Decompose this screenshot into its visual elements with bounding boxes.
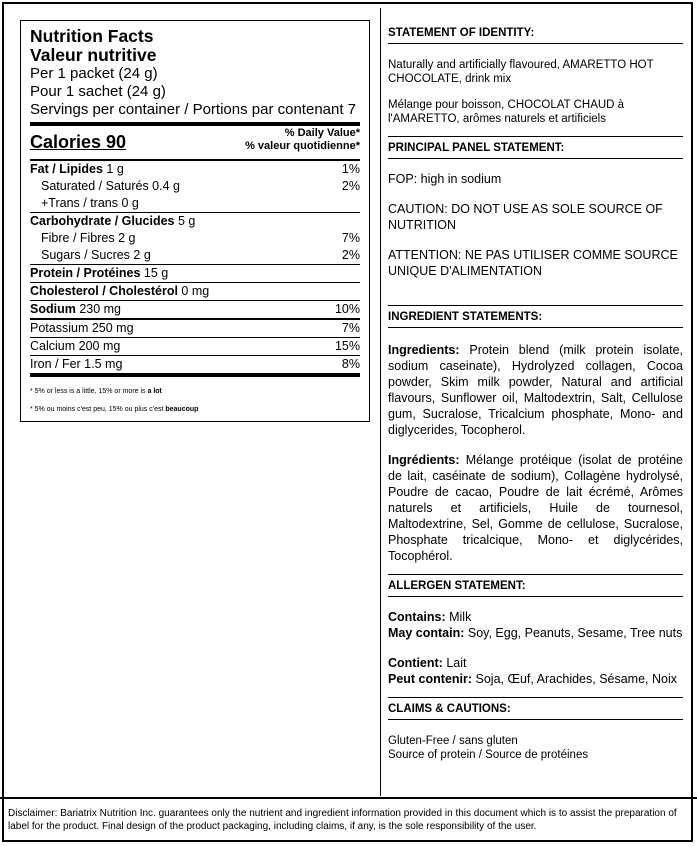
nutrient-row bbox=[30, 301, 360, 318]
nutrition-title-en: Nutrition Facts bbox=[30, 26, 154, 46]
nutrient-daily-value: 10% bbox=[334, 302, 360, 316]
nutrient-label: Carbohydrate / Glucides 5 g bbox=[30, 214, 196, 228]
calories-row bbox=[30, 126, 360, 159]
nutrient-row bbox=[30, 213, 360, 230]
nutrient-row bbox=[30, 161, 360, 178]
nutrient-label: Sodium 230 mg bbox=[30, 302, 122, 316]
column-divider bbox=[380, 8, 381, 796]
nutrient-label: +Trans / trans 0 g bbox=[41, 196, 139, 210]
may-contain-en: May contain: Soy, Egg, Peanuts, Sesame, Tree nuts bbox=[388, 626, 683, 640]
caution-statement: CAUTION: DO NOT USE AS SOLE SOURCE OF NUTRITION bbox=[388, 202, 663, 232]
serving-size-fr: Pour 1 sachet (24 g) bbox=[30, 83, 166, 100]
footnote-en: * 5% or less is a little, 15% or more is a lot bbox=[30, 388, 162, 395]
nutrition-title-fr: Valeur nutritive bbox=[30, 45, 157, 65]
contains-en: Contains: Milk bbox=[388, 610, 472, 624]
nutrient-row bbox=[30, 265, 360, 282]
nutrient-row bbox=[30, 320, 360, 337]
nutrition-facts-table bbox=[20, 20, 370, 422]
ingredients-fr: Ingrédients: Mélange protéique (isolat de protéine de lait, caséinate de sodium), Collagène hydrolysé, Poudre de cacao, Poudre de lait écrémé, Arômes naturels et artificiels, Huile de tournesol, Maltodextrine, Sel, Gomme de cellulose, Sucralose, Phosphate tricalcique, Mono- et diglycérides, Tocophérol. bbox=[388, 453, 683, 563]
nutrient-label: Potassium 250 mg bbox=[30, 321, 134, 335]
nutrient-label: Fat / Lipides 1 g bbox=[30, 162, 124, 176]
claims-heading: CLAIMS & CAUTIONS: bbox=[388, 697, 683, 720]
nutrient-row bbox=[30, 356, 360, 373]
nutrient-row bbox=[30, 195, 360, 212]
ingredients-en: Ingredients: Protein blend (milk protein isolate, sodium caseinate), Hydrolyzed collagen, Cocoa powder, Skim milk powder, Natural and artificial flavours, Sunflower oil, Maltodextrin, Salt, Cellulose gum, Sucralose, Tricalcium phosphate, Mono- and diglycerides, Tocopherol. bbox=[388, 343, 683, 437]
nutrient-label: Protein / Protéines 15 g bbox=[30, 266, 169, 280]
nutrient-daily-value: 2% bbox=[341, 248, 360, 262]
disclaimer: Disclaimer: Bariatrix Nutrition Inc. guarantees only the nutrient and ingredient information provided in this document which is to assist the preparation of label for the product. Final design of the product packaging, including claims, if any, is the sole responsibility of the user. bbox=[8, 808, 677, 832]
nutrient-label: Cholesterol / Cholestérol 0 mg bbox=[30, 284, 210, 298]
nutrient-row bbox=[30, 247, 360, 264]
allergen-heading: ALLERGEN STATEMENT: bbox=[388, 574, 683, 597]
dv-header-en: % Daily Value* bbox=[284, 127, 360, 139]
nutrient-row bbox=[30, 178, 360, 195]
nutrient-daily-value: 15% bbox=[334, 339, 360, 353]
nutrient-row bbox=[30, 283, 360, 300]
nutrient-row bbox=[30, 230, 360, 247]
footer-divider bbox=[0, 797, 697, 799]
dv-header-fr: % valeur quotidienne* bbox=[245, 140, 360, 152]
label-statements bbox=[388, 20, 683, 762]
nutrient-daily-value: 7% bbox=[341, 321, 360, 335]
nutrient-daily-value: 1% bbox=[341, 162, 360, 176]
nutrient-label: Fibre / Fibres 2 g bbox=[41, 231, 136, 245]
nutrient-row bbox=[30, 338, 360, 355]
nutrient-label: Saturated / Saturés 0.4 g bbox=[41, 179, 180, 193]
nutrient-label: Iron / Fer 1.5 mg bbox=[30, 357, 123, 371]
identity-heading: STATEMENT OF IDENTITY: bbox=[388, 26, 683, 44]
identity-fr: Mélange pour boisson, CHOCOLAT CHAUD à l'AMARETTO, arômes naturels et artificiels bbox=[388, 99, 625, 125]
servings-per-container: Servings per container / Portions par contenant 7 bbox=[30, 101, 357, 118]
calories: Calories 90 bbox=[30, 132, 127, 152]
nutrient-daily-value: 7% bbox=[341, 231, 360, 245]
nutrient-daily-value: 2% bbox=[341, 179, 360, 193]
nutrient-rows bbox=[30, 161, 360, 373]
nutrient-label: Calcium 200 mg bbox=[30, 339, 121, 353]
claim-gluten-free: Gluten-Free / sans gluten bbox=[388, 735, 518, 747]
nutrient-label: Sugars / Sucres 2 g bbox=[41, 248, 151, 262]
thick-rule-bottom bbox=[30, 373, 360, 377]
footnote-fr: * 5% ou moins c'est peu, 15% ou plus c'est beaucoup bbox=[30, 406, 199, 413]
may-contain-fr: Peut contenir: Soja, Œuf, Arachides, Sésame, Noix bbox=[388, 672, 678, 686]
claim-source-protein: Source of protein / Source de protéines bbox=[388, 749, 589, 761]
nutrient-daily-value: 8% bbox=[341, 357, 360, 371]
fop-statement: FOP: high in sodium bbox=[388, 172, 502, 186]
serving-size-en: Per 1 packet (24 g) bbox=[30, 65, 158, 82]
attention-statement: ATTENTION: NE PAS UTILISER COMME SOURCE UNIQUE D'ALIMENTATION bbox=[388, 248, 678, 278]
identity-en: Naturally and artificially flavoured, AMARETTO HOT CHOCOLATE, drink mix bbox=[388, 59, 654, 85]
contains-fr: Contient: Lait bbox=[388, 656, 467, 670]
ingredient-heading: INGREDIENT STATEMENTS: bbox=[388, 305, 683, 328]
daily-value-header bbox=[245, 127, 360, 153]
principal-heading: PRINCIPAL PANEL STATEMENT: bbox=[388, 136, 683, 159]
